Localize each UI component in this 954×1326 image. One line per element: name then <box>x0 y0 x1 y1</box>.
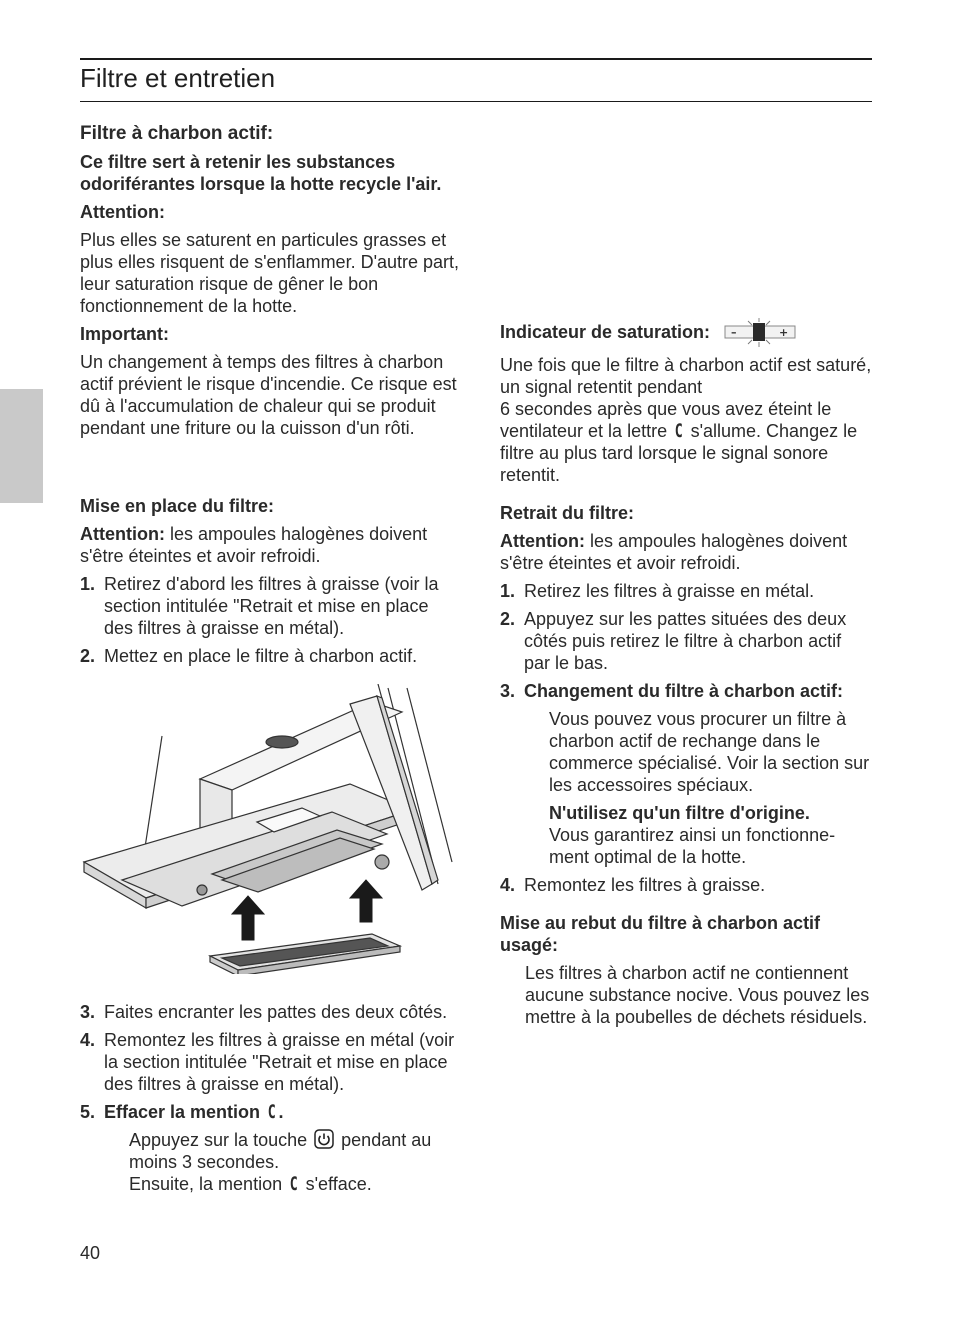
sat-minus-glyph: – <box>731 326 737 339</box>
page-number: 40 <box>80 1243 101 1263</box>
step3-text: Vous pouvez vous procurer un filtre à charbon actif de rechange dans le commerce spécialisé. Voir la section sur les accessoires spéciaux. <box>549 709 870 795</box>
install-step-3 <box>80 1001 460 1023</box>
header-rule-top <box>80 58 872 60</box>
step5-text-b: pendant au moins 3 secondes. <box>129 1130 432 1172</box>
step-number: 1. <box>80 574 96 594</box>
install-step-5 <box>80 1101 460 1123</box>
sat-plus-glyph: + <box>779 326 789 339</box>
c-letter-glyph: C <box>267 1101 276 1123</box>
step-number: 2. <box>80 646 96 666</box>
saturation-heading: Indicateur de saturation: <box>500 321 711 342</box>
step-text: Mettez en place le filtre à charbon actif. <box>104 646 418 666</box>
removal-step-1 <box>500 580 872 602</box>
step5-text-a: Appuyez sur la touche <box>129 1130 308 1150</box>
section-heading-install: Mise en place du filtre: <box>80 496 275 516</box>
removal-attention-label: Attention: <box>500 531 585 551</box>
saturation-heading-row <box>500 318 872 348</box>
c-letter-glyph: C <box>674 420 683 442</box>
step3-label: Changement du filtre à charbon actif: <box>524 681 844 701</box>
step-text: Faites encranter les pattes des deux côtés. <box>104 1002 448 1022</box>
step-number: 3. <box>80 1002 96 1022</box>
install-attention-text: les ampoules halogènes doivent s'être éteintes et avoir refroidi. <box>80 524 428 566</box>
attention-label: Attention: <box>80 202 165 222</box>
page-title: Filtre et entretien <box>80 63 276 93</box>
install-attention <box>80 523 460 567</box>
removal-attention <box>500 530 872 574</box>
step-number: 4. <box>80 1030 96 1050</box>
header-rule-bottom <box>80 101 872 102</box>
left-column-top <box>80 123 460 439</box>
removal-step-3 <box>500 680 872 702</box>
removal-step-4 <box>500 874 872 896</box>
install-attention-label: Attention: <box>80 524 165 544</box>
saturation-text-a: Une fois que le filtre à charbon actif est saturé, un signal retentit pendant <box>500 355 872 397</box>
saturation-text-c: s'allume. Changez le filtre au plus tard lorsque le signal sonore retentit. <box>500 421 858 485</box>
step3-original-note <box>500 802 872 868</box>
hood-filter-illustration <box>82 684 460 974</box>
step-number: 5. <box>80 1102 96 1122</box>
step5-text-d: s'efface. <box>305 1174 372 1194</box>
disposal-text: Les filtres à charbon actif ne contiennent aucune substance nocive. Vous pouvez les mettre à la poubelles de déchets résiduels. <box>525 963 870 1027</box>
section-heading-charcoal-filter: Filtre à charbon actif: <box>80 123 274 144</box>
step-number: 2. <box>500 609 516 629</box>
right-column <box>500 318 872 1028</box>
step-number: 4. <box>500 875 516 895</box>
left-column-steps-continued <box>80 1001 460 1195</box>
step3-bold: N'utilisez qu'un filtre d'origine. <box>549 803 810 823</box>
step5-period: . <box>278 1102 284 1122</box>
left-column-install <box>80 495 460 673</box>
step3-text2: Vous garantirez ainsi un fonctionne-ment optimal de la hotte. <box>549 825 836 867</box>
removal-step-2 <box>500 608 872 674</box>
step-text: Retirez d'abord les filtres à graisse (voir la section intitulée "Retrait et mise en place des filtres à graisse en métal). <box>104 574 439 638</box>
step5-instructions <box>80 1129 460 1195</box>
step-text: Remontez les filtres à graisse. <box>524 875 766 895</box>
important-label: Important: <box>80 324 169 344</box>
step-number: 1. <box>500 581 516 601</box>
install-step-4 <box>80 1029 460 1095</box>
removal-attention-text: les ampoules halogènes doivent s'être éteintes et avoir refroidi. <box>500 531 848 573</box>
install-step-1 <box>80 573 460 639</box>
saturation-indicator-icon <box>723 318 797 348</box>
hood-illustration-icon <box>82 684 460 974</box>
important-text: Un changement à temps des filtres à charbon actif prévient le risque d'incendie. Ce risque est dû à l'accumulation de chaleur qui se produit pendant une friture ou la cuisson d'un rôti. <box>80 352 457 438</box>
power-button-icon <box>314 1129 334 1149</box>
step-text: Retirez les filtres à graisse en métal. <box>524 581 815 601</box>
removal-heading: Retrait du filtre: <box>500 503 635 523</box>
saturation-text <box>500 354 872 486</box>
saturation-text-b: 6 secondes après que vous avez éteint le ventilateur et la lettre <box>500 399 832 441</box>
charcoal-filter-intro: Ce filtre sert à retenir les substances odoriférantes lorsque la hotte recycle l'air. <box>80 152 442 194</box>
side-tab-marker <box>0 389 43 503</box>
step-number: 3. <box>500 681 516 701</box>
disposal-heading: Mise au rebut du filtre à charbon actif usagé: <box>500 913 821 955</box>
attention-text: Plus elles se saturent en particules grasses et plus elles risquent de s'enflammer. D'autre part, leur saturation risque de gêner le bon fonctionnement de la hotte. <box>80 230 460 316</box>
install-step-2 <box>80 645 460 667</box>
step5-label: Effacer la mention <box>104 1102 261 1122</box>
step-text: Remontez les filtres à graisse en métal (voir la section intitulée "Retrait et mise en place des filtres à graisse en métal). <box>104 1030 455 1094</box>
step-text: Appuyez sur les pattes situées des deux côtés puis retirez le filtre à charbon actif par le bas. <box>524 609 847 673</box>
c-letter-glyph: C <box>289 1173 298 1195</box>
step5-text-c: Ensuite, la mention <box>129 1174 283 1194</box>
